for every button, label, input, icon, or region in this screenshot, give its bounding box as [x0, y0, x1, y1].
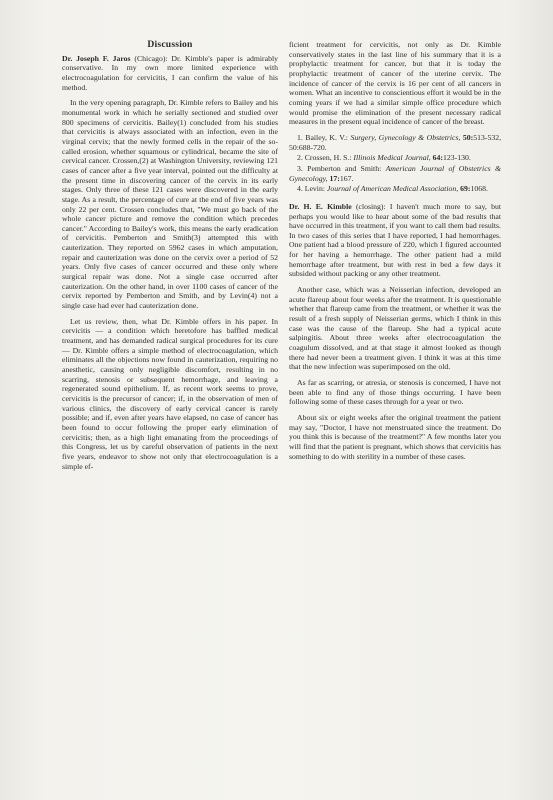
- reference-item: [289, 153, 501, 163]
- ref-pages: 167.: [339, 173, 354, 183]
- ref-journal: American Journal of Obstetrics & Gynecology,: [289, 163, 502, 183]
- speaker-note: (closing):: [351, 201, 390, 211]
- ref-volume: 17:: [327, 173, 340, 183]
- paragraph: ficient treatment for cervicitis, not only as Dr. Kimble conservatively states in the last line of his summary that it is a prophylactic treatment for cancer, but that it is today the prophylactic treatment of cancer of the uterine cervix. The incidence of cancer of the cervix is 16 per cent of all cancers in women. What an incentive to conscientious effort it would be in the coming years if we had a similar simple office procedure which would promise the elimination of the present necessary radical measures in the present equal incidence of cancer of the breast.: [289, 40, 501, 127]
- paragraph: Let us review, then, what Dr. Kimble offers in his paper. In cervicitis — a condition which heretofore has baffled medical treatment, and has demanded radical surgical procedures for its cure — Dr. Kimble offers a simple method of electrocoagulation, which eliminates all the objections now found in cauterization, requiring no anesthetic, causing only negligible discomfort, resulting in no scarring, stenosis or subsequent hemorrhage, and leaving a regenerated sound epithelium. If, as recent work seems to prove, cervicitis is the precursor of cancer; if, in the observation of men of various clinics, the discovery of early cervical cancer is rarely possible; and if, even after years have elapsed, no case of cancer has been found to occur following the proper early elimination of cervicitis; then, as a high light emanating from the proceedings of this Congress, let us by careful observation of patients in the next five years, endeavor to show not only that electrocoagulation is a simple ef-: [62, 316, 278, 471]
- right-column: [289, 40, 501, 467]
- ref-journal: Surgery, Gynecology & Obstetrics,: [350, 132, 461, 142]
- paragraph: As far as scarring, or atresia, or stenosis is concerned, I have not been able to find any of those things occurring. I have been following some of these cases through for a year or two.: [289, 378, 501, 407]
- ref-number: 4.: [297, 184, 305, 194]
- paragraph-kimble-closing: [289, 202, 501, 279]
- paragraph-jaros-intro: [62, 54, 278, 93]
- ref-pages: 1068.: [470, 184, 488, 194]
- ref-authors: Bailey, K. V.:: [305, 132, 351, 142]
- speaker-location: (Chicago):: [130, 53, 172, 63]
- paragraph-text: Dr. Kimble's paper is admirably conservative. In my own more limited experience with electrocoagulation for cervicitis, I can confirm the value of his method.: [62, 53, 278, 92]
- ref-pages: 123-130.: [442, 153, 471, 163]
- ref-authors: Crossen, H. S.:: [304, 153, 354, 163]
- ref-volume: 64:: [430, 153, 443, 163]
- paragraph: Another case, which was a Neisserian infection, developed an acute flareup about four weeks after the treatment. It is questionable whether that flareup came from the treatment, or whether it was the result of a fresh supply of Neisserian germs, which I think in this case was the cause of the flareup. She had a typical acute salpingitis. About three weeks after electrocoagulation the coagulum dissolved, and at that stage it almost looked as though there had never been a treatment given. I think it was at this time that the new infection was superimposed on the old.: [289, 285, 501, 372]
- ref-number: 2.: [297, 153, 305, 163]
- ref-authors: Pemberton and Smith:: [307, 163, 386, 173]
- ref-authors: Levin:: [304, 184, 327, 194]
- reference-item: [289, 133, 501, 152]
- paragraph: In the very opening paragraph, Dr. Kimble refers to Bailey and his monumental work in which he serially sectioned and studied over 800 specimens of cervicitis. Bailey(1) concluded from his studies that cervicitis is always associated with an infection, even in the virginal cervix; that the newly formed cells in the repair of the so-called erosion, whether squamous or cylindrical, became the site of cervical cancer. Crossen,(2) at Washington University, reviewing 121 cases of cancer after a five year interval, pointed out the difficulty at the present time in discovering cancer of the cervix in its early stages. Only three of these 121 cases were discovered in the early stage. As a result, the percentage of cure at the end of five years was only 22 per cent. Crossen concludes that, "We must go back of the whole cancer picture and remove the condition which precedes cancer." According to Bailey's work, this means the early eradication of cervicitis. Pemberton and Smith(3) attempted this with cauterization. They reported on 5962 cases in which amputation, repair and cauterization was done on the cervix over a period of 52 years. Only five cases of cancer occurred and these only where surgical repair was done. Not a single case occurred after cauterization. On the other hand, in over 1100 cases of cancer of the cervix reported by Pemberton and Smith, and by Levin(4) not a single case had ever had cauterization done.: [62, 98, 278, 311]
- ref-number: 1.: [297, 132, 306, 142]
- paragraph-text: I haven't much more to say, but perhaps you would like to hear about some of the bad results that have occurred in this treatment, if you want to call them bad results. In two cases of this series that I have reported, I had hemorrhages. One patient had a blood pressure of 220, which I figured accounted for her having a hemorrhage. The other patient had a mild hemorrhage after treatment, but with rest in bed a few days it subsided without packing or any other treatment.: [289, 201, 501, 279]
- references-list: [289, 133, 501, 194]
- reference-item: [289, 164, 501, 183]
- ref-pages: 513-532, 50:688-720.: [289, 132, 502, 152]
- ref-journal: Journal of American Medical Association,: [326, 184, 459, 194]
- section-heading: Discussion: [147, 39, 193, 50]
- speaker-name: Dr. H. E. Kimble: [289, 201, 352, 211]
- paragraph: About six or eight weeks after the original treatment the patient may say, "Doctor, I have not menstruated since the treatment. Do you think this is because of the treatment?" A few months later you will find that the patient is pregnant, which shows that cervicitis has something to do with sterility in a number of these cases.: [289, 412, 501, 461]
- speaker-name: Dr. Joseph F. Jaros: [62, 53, 131, 63]
- ref-volume: 50:: [460, 132, 474, 142]
- left-column: [62, 40, 278, 477]
- ref-volume: 69:: [458, 184, 471, 194]
- ref-journal: Illinois Medical Journal,: [353, 153, 431, 163]
- reference-item: [289, 184, 501, 194]
- ref-number: 3.: [297, 163, 308, 173]
